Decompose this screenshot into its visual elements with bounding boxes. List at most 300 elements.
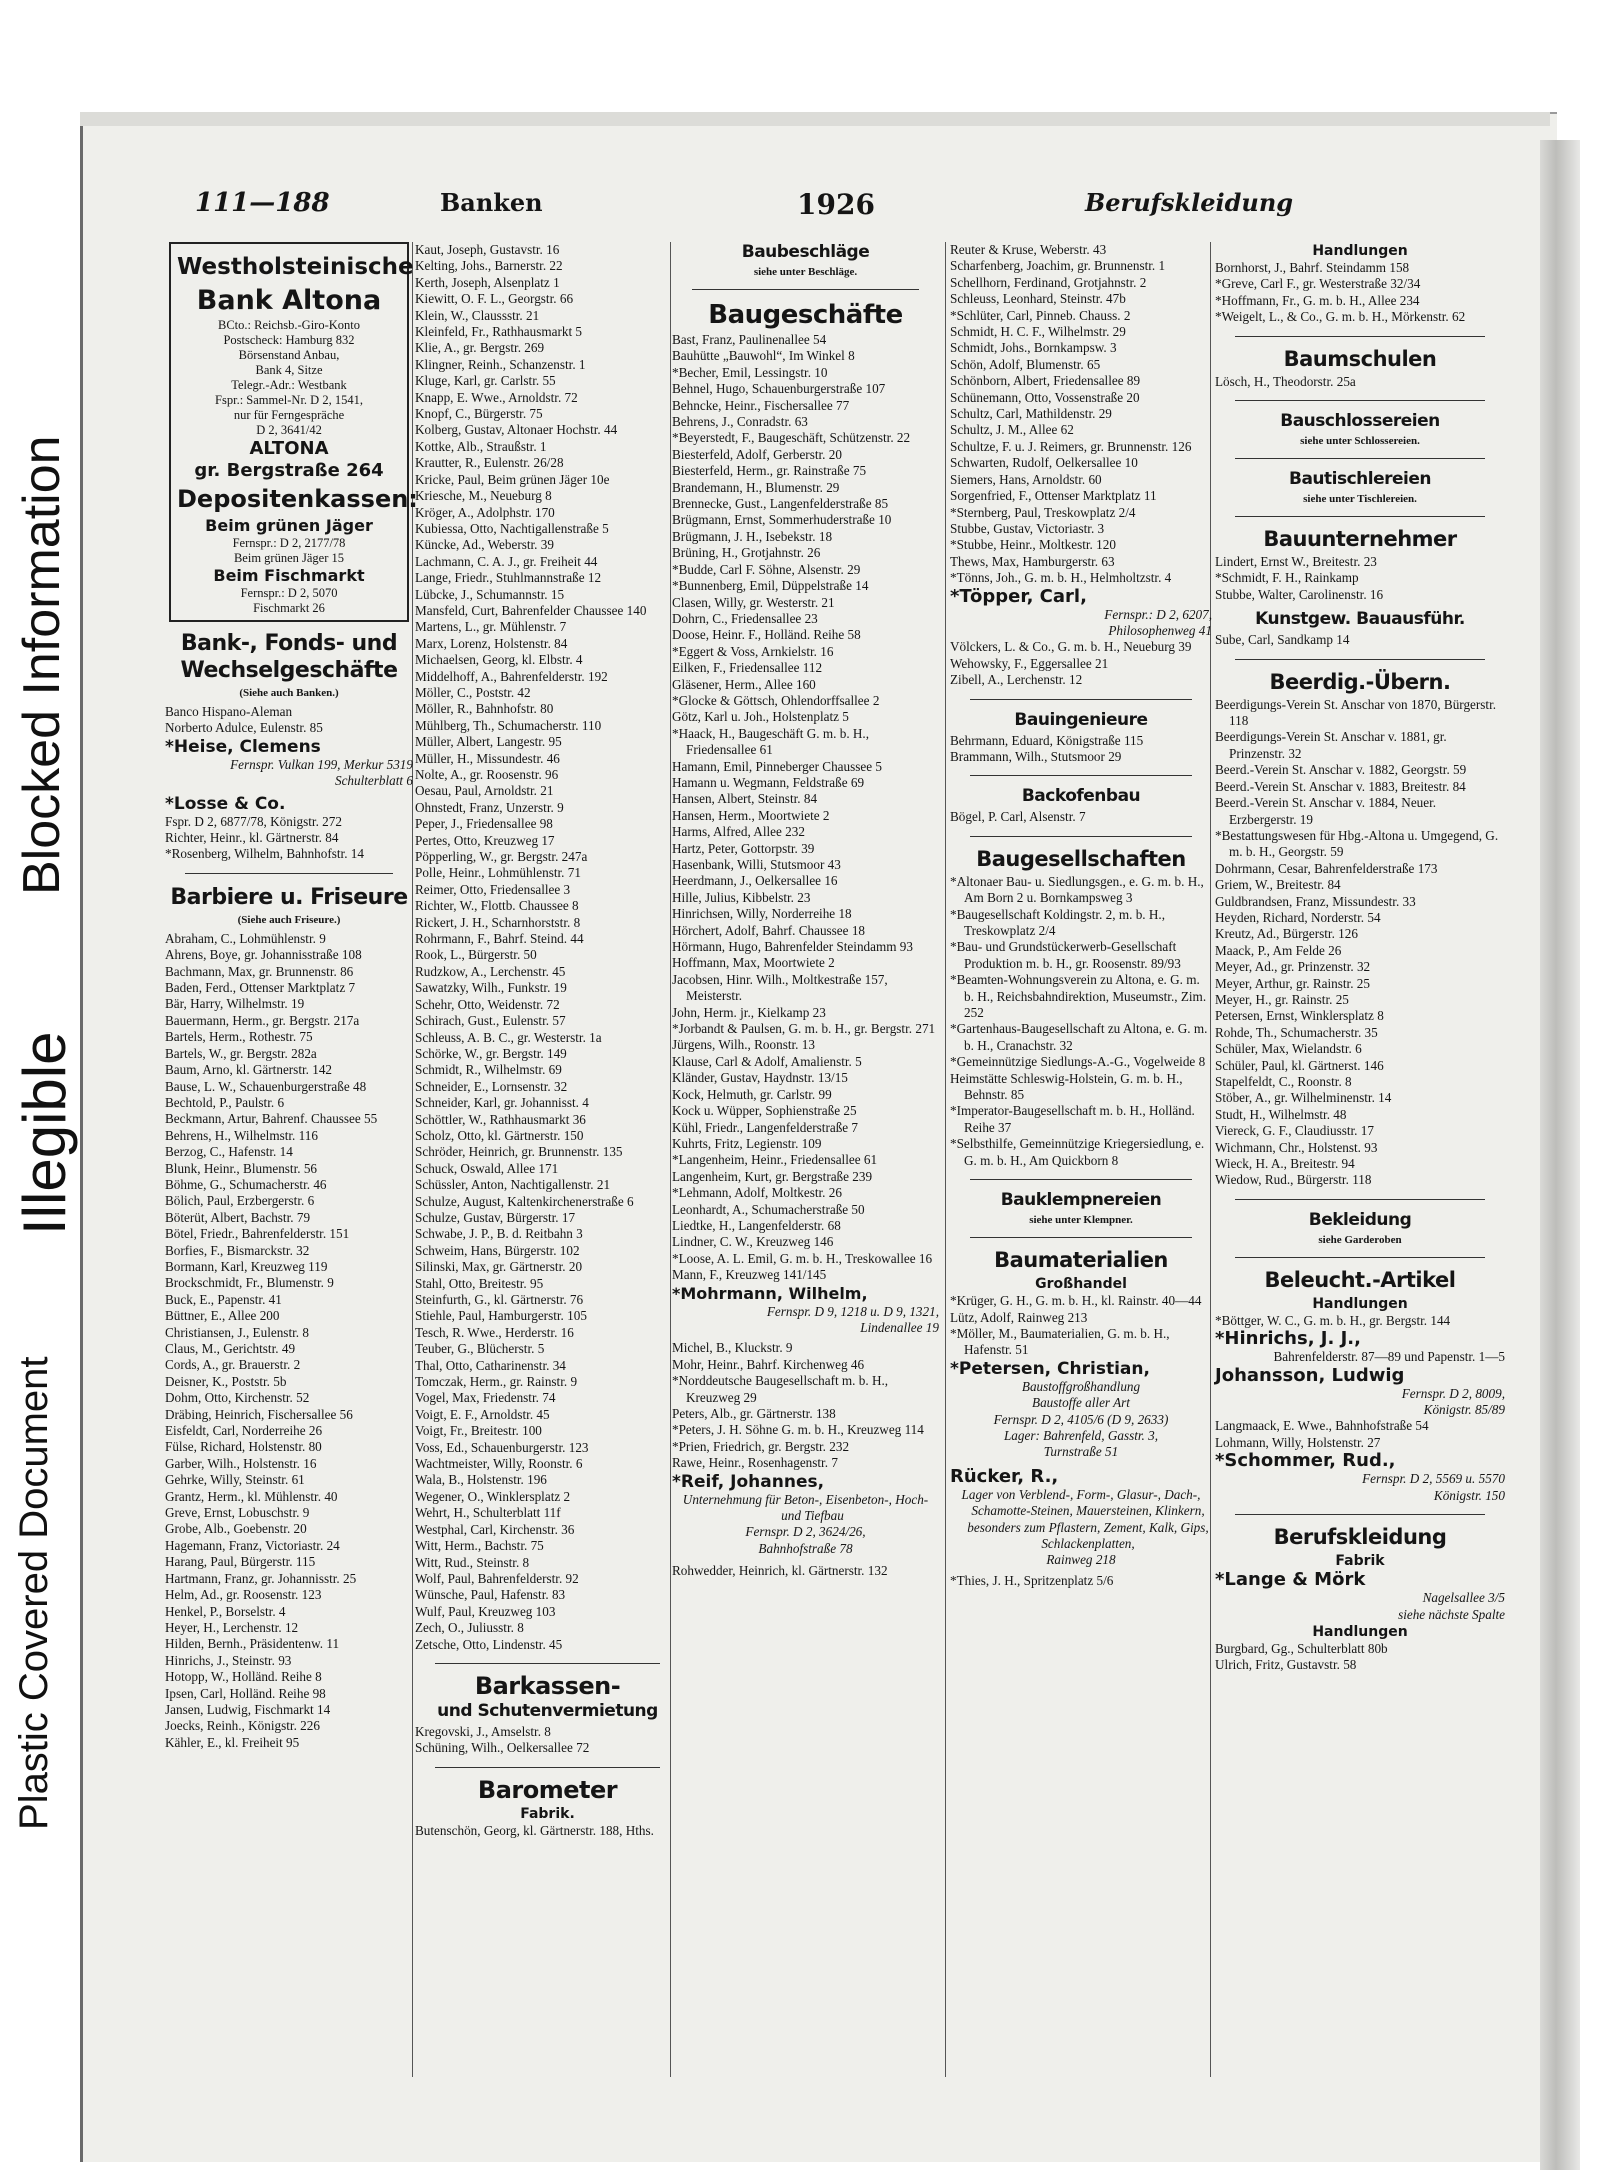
directory-entry: Westphal, Carl, Kirchenstr. 36 xyxy=(415,1521,575,1537)
directory-entry: Pöpperling, W., gr. Bergstr. 247a xyxy=(415,849,588,865)
entry-list-bank xyxy=(165,704,413,737)
section-heading-bank: Bank-, Fonds- und Wechselgeschäfte xyxy=(180,631,398,683)
ad-title-line1: Westholsteinische xyxy=(177,254,414,280)
section-separator xyxy=(1235,659,1485,660)
directory-entry: Dohm, Otto, Kirchenstr. 52 xyxy=(165,1390,310,1406)
toepper-details xyxy=(950,607,1212,640)
running-head xyxy=(195,182,1294,222)
directory-entry: Heyer, H., Lerchenstr. 12 xyxy=(165,1619,299,1635)
directory-entry: Rohde, Th., Schumacherstr. 35 xyxy=(1215,1024,1378,1040)
directory-entry: Reimer, Otto, Friedensallee 3 xyxy=(415,881,571,897)
directory-entry: Bause, L. W., Schauenburgerstraße 48 xyxy=(165,1078,367,1094)
directory-entry: Bauermann, Herm., gr. Bergstr. 217a xyxy=(165,1012,360,1028)
directory-entry: Kländer, Gustav, Haydnstr. 13/15 xyxy=(672,1070,848,1086)
section-heading-backofenbau: Backofenbau xyxy=(1021,786,1141,807)
directory-entry: Rainweg 218 xyxy=(1046,1552,1116,1568)
directory-entry: Müller, Albert, Langestr. 95 xyxy=(415,734,562,750)
directory-entry: Klingner, Reinh., Schanzenstr. 1 xyxy=(415,356,586,372)
directory-entry: Behncke, Heinr., Fischersallee 77 xyxy=(672,397,850,413)
directory-entry: Ohnstedt, Franz, Unzerstr. 9 xyxy=(415,799,564,815)
directory-entry: Abraham, C., Lohmühlenstr. 9 xyxy=(165,930,326,946)
directory-entry: *Bau- und Grundstückerwerb-Gesellschaft Produktion m. b. H., gr. Roosenstr. 89/93 xyxy=(950,939,1181,971)
directory-entry: Clasen, Willy, gr. Westerstr. 21 xyxy=(672,594,835,610)
directory-entry: *Altonaer Bau- u. Siedlungsgen., e. G. m. b. H., Am Born 2 u. Bornkampsweg 3 xyxy=(950,873,1204,906)
directory-entry: Michaelsen, Georg, kl. Elbstr. 4 xyxy=(415,652,583,668)
directory-entry: Schulze, August, Kaltenkirchenerstraße 6 xyxy=(415,1193,634,1209)
directory-entry: Teuber, G., Blücherstr. 5 xyxy=(415,1341,545,1357)
bank-advertisement xyxy=(169,242,418,622)
section-heading-bautischlereien: Bautischlereien xyxy=(1288,469,1431,490)
lange-details xyxy=(1215,1590,1505,1623)
section-separator xyxy=(1235,400,1485,401)
directory-entry: Eilken, F., Friedensallee 112 xyxy=(672,660,823,676)
section-heading-bauschlossereien: Bauschlossereien xyxy=(1280,411,1440,432)
directory-entry: Hinrichsen, Willy, Norderreihe 18 xyxy=(672,906,852,922)
directory-entry: Eisfeldt, Carl, Norderreihe 26 xyxy=(165,1423,323,1439)
ad-city: ALTONA xyxy=(249,438,329,459)
directory-entry: Schehr, Otto, Weidenstr. 72 xyxy=(415,996,560,1012)
section-separator xyxy=(970,836,1192,837)
ad-line: Beim grünen Jäger 15 xyxy=(233,551,345,565)
directory-entry: Kregovski, J., Amselstr. 8 xyxy=(415,1723,551,1739)
directory-entry: Greve, Ernst, Lobuschstr. 9 xyxy=(165,1505,310,1521)
directory-entry: Hartz, Peter, Gottorpstr. 39 xyxy=(672,840,815,856)
directory-entry: Philosophenweg 41 xyxy=(1108,622,1212,638)
section-separator xyxy=(1235,458,1485,459)
directory-entry: Baum, Arno, kl. Gärtnerstr. 142 xyxy=(165,1062,333,1078)
directory-entry: Schmidt, H. C. F., Wilhelmstr. 29 xyxy=(950,324,1126,340)
hinrichs-details xyxy=(1215,1349,1505,1365)
directory-entry: Hoffmann, Max, Moortwiete 2 xyxy=(672,955,835,971)
directory-entry: Mansfeld, Curt, Bahrenfelder Chaussee 140 xyxy=(415,602,647,618)
directory-entry: Brockschmidt, Fr., Blumenstr. 9 xyxy=(165,1275,334,1291)
directory-entry: Schulterblatt 6 xyxy=(334,773,413,789)
directory-entry: Kleinfeld, Fr., Rathhausmarkt 5 xyxy=(415,324,583,340)
directory-entry: Fernspr. Vulkan 199, Merkur 5319 xyxy=(230,756,413,772)
highlighted-entry-toepper: *Töpper, Carl, xyxy=(950,585,1087,607)
directory-entry: siehe nächste Spalte xyxy=(1398,1606,1505,1622)
section-sub-barometer: Fabrik. xyxy=(520,1805,575,1822)
ad-deposit-1-details xyxy=(177,536,401,566)
running-head-right: Berufskleidung xyxy=(1085,188,1294,217)
directory-entry: Wolf, Paul, Bahrenfelderstr. 92 xyxy=(415,1570,579,1586)
directory-entry: Götz, Karl u. Joh., Holstenplatz 5 xyxy=(672,709,849,725)
directory-entry: Michel, B., Kluckstr. 9 xyxy=(672,1340,793,1356)
directory-entry: Schultz, J. M., Allee 62 xyxy=(950,422,1074,438)
directory-entry: Schneider, E., Lornsenstr. 32 xyxy=(415,1078,568,1094)
directory-entry: Beerdigungs-Verein St. Anschar v. 1881, gr. Prinzenstr. 32 xyxy=(1215,729,1447,761)
directory-entry: *Jorbandt & Paulsen, G. m. b. H., gr. Bergstr. 271 xyxy=(672,1021,936,1037)
entry-list-barbiere xyxy=(165,931,413,1751)
entry-list-baugeschaefte-c xyxy=(672,1563,939,1579)
section-separator xyxy=(970,1237,1192,1238)
directory-entry: Bölich, Paul, Erzbergerstr. 6 xyxy=(165,1193,315,1209)
section-heading-bauunternehmer: Bauunternehmer xyxy=(1263,527,1457,552)
directory-entry: Bötel, Friedr., Bahrenfelderstr. 151 xyxy=(165,1226,350,1242)
directory-entry: Schwabe, J. P., B. d. Reitbahn 3 xyxy=(415,1226,583,1242)
directory-entry: Fülse, Richard, Holstenstr. 80 xyxy=(165,1439,322,1455)
section-note-bauschlossereien: siehe unter Schlossereien. xyxy=(1300,435,1420,448)
directory-entry: *Hoffmann, Fr., G. m. b. H., Allee 234 xyxy=(1215,292,1420,308)
section-separator xyxy=(1235,336,1485,337)
directory-entry: Harang, Paul, Bürgerstr. 115 xyxy=(165,1554,316,1570)
directory-entry: John, Herm. jr., Kielkamp 23 xyxy=(672,1004,826,1020)
ruecker-details xyxy=(950,1487,1212,1569)
directory-entry: Schüning, Wilh., Oelkersallee 72 xyxy=(415,1740,590,1756)
directory-entry: Unternehmung für Beton-, Eisenbeton-, Hoch- und Tiefbau xyxy=(682,1491,929,1524)
directory-entry: *Tönns, Joh., G. m. b. H., Helmholtzstr. 4 xyxy=(950,570,1172,586)
entry-list-handlungen xyxy=(1215,260,1505,326)
directory-entry: Meyer, H., gr. Rainstr. 25 xyxy=(1215,991,1349,1007)
section-heading-bauklempnereien: Bauklempnereien xyxy=(1000,1190,1162,1211)
directory-entry: *Eggert & Voss, Arnkielstr. 16 xyxy=(672,643,834,659)
directory-entry: Thal, Otto, Catharinenstr. 34 xyxy=(415,1357,566,1373)
directory-entry: *Böttger, W. C., G. m. b. H., gr. Bergstr. 144 xyxy=(1215,1312,1451,1328)
directory-entry: Rudzkow, A., Lerchenstr. 45 xyxy=(415,963,566,979)
directory-entry: Bögel, P. Carl, Alsenstr. 7 xyxy=(950,809,1086,825)
section-separator xyxy=(970,775,1192,776)
directory-entry: *Krüger, G. H., G. m. b. H., kl. Rainstr. 40—44 xyxy=(950,1293,1202,1309)
directory-entry: Kähler, E., kl. Freiheit 95 xyxy=(165,1734,300,1750)
directory-entry: *Norddeutsche Baugesellschaft m. b. H., Kreuzweg 29 xyxy=(672,1373,889,1405)
directory-entry: *Loose, A. L. Emil, G. m. b. H., Treskowallee 16 xyxy=(672,1250,933,1266)
ad-deposit-1: Beim grünen Jäger xyxy=(205,516,373,535)
directory-entry: Lösch, H., Theodorstr. 25a xyxy=(1215,373,1356,389)
directory-entry: Joecks, Reinh., Königstr. 226 xyxy=(165,1718,320,1734)
directory-entry: Schweim, Hans, Bürgerstr. 102 xyxy=(415,1242,580,1258)
directory-entry: *Sternberg, Paul, Treskowplatz 2/4 xyxy=(950,504,1136,520)
directory-entry: Schwarten, Rudolf, Oelkersallee 10 xyxy=(950,455,1138,471)
directory-entry: Böhme, G., Schumacherstr. 46 xyxy=(165,1176,327,1192)
directory-entry: Fernspr. D 2, 5569 u. 5570 xyxy=(1362,1471,1505,1487)
section-heading-barometer: Barometer xyxy=(477,1775,618,1804)
directory-entry: Lange, Friedr., Stuhlmannstraße 12 xyxy=(415,570,602,586)
directory-entry: Scharfenberg, Joachim, gr. Brunnenstr. 1 xyxy=(950,258,1166,274)
directory-entry: Klein, W., Claussstr. 21 xyxy=(415,307,540,323)
directory-entry: Hamann u. Wegmann, Feldstraße 69 xyxy=(672,774,865,790)
directory-entry: Kubiessa, Otto, Nachtigallenstraße 5 xyxy=(415,520,609,536)
directory-entry: Behrens, H., Wilhelmstr. 116 xyxy=(165,1127,318,1143)
scan-edge-right xyxy=(1540,140,1580,2170)
directory-entry: Knapp, E. Wwe., Arnoldstr. 72 xyxy=(415,389,578,405)
directory-entry: *Langenheim, Heinr., Friedensallee 61 xyxy=(672,1152,878,1168)
directory-entry: Lindner, C. W., Kreuzweg 146 xyxy=(672,1234,834,1250)
directory-entry: Siemers, Hans, Arnoldstr. 60 xyxy=(950,471,1102,487)
directory-entry: Kühl, Friedr., Langenfelderstraße 7 xyxy=(672,1119,859,1135)
directory-entry: *Greve, Carl F., gr. Westerstraße 32/34 xyxy=(1215,276,1421,292)
directory-entry: Schöttler, W., Rathhausmarkt 36 xyxy=(415,1111,586,1127)
directory-entry: *Imperator-Baugesellschaft m. b. H., Holländ. Reihe 37 xyxy=(950,1103,1195,1135)
directory-entry: Meyer, Ad., gr. Prinzenstr. 32 xyxy=(1215,959,1371,975)
directory-entry: Rohwedder, Heinrich, kl. Gärtnerstr. 132 xyxy=(672,1563,888,1579)
section-separator xyxy=(1235,1199,1485,1200)
directory-entry: Hansen, Herm., Moortwiete 2 xyxy=(672,807,830,823)
directory-entry: Möller, C., Poststr. 42 xyxy=(415,684,531,700)
section-heading-baumschulen: Baumschulen xyxy=(1283,346,1437,371)
directory-entry: Oesau, Paul, Arnoldstr. 21 xyxy=(415,783,554,799)
directory-entry: Kock u. Wüpper, Sophienstraße 25 xyxy=(672,1103,857,1119)
section-heading-barkassen-1: Barkassen- xyxy=(474,1671,621,1700)
directory-entry: Richter, Heinr., kl. Gärtnerstr. 84 xyxy=(165,830,339,846)
directory-entry: Schleuss, A. B. C., gr. Westerstr. 1a xyxy=(415,1029,602,1045)
directory-entry: Kolberg, Gustav, Altonaer Hochstr. 44 xyxy=(415,422,618,438)
directory-entry: Kluge, Karl, gr. Carlstr. 55 xyxy=(415,373,556,389)
directory-entry: Lager: Bahrenfeld, Gasstr. 3, xyxy=(1003,1427,1159,1443)
directory-entry: Lohmann, Willy, Holstenstr. 27 xyxy=(1215,1434,1381,1450)
directory-entry: Schirach, Gust., Eulenstr. 57 xyxy=(415,1013,566,1029)
directory-entry: Helm, Ad., gr. Roosenstr. 123 xyxy=(165,1587,322,1603)
directory-entry: Henkel, P., Borselstr. 4 xyxy=(165,1603,286,1619)
directory-entry: Lindenallee 19 xyxy=(860,1319,939,1335)
directory-entry: *Bestattungswesen für Hbg.-Altona u. Umgegend, G. m. b. H., Georgstr. 59 xyxy=(1215,827,1499,860)
highlighted-entry-hinrichs: *Hinrichs, J. J., xyxy=(1215,1328,1361,1350)
johansson-details xyxy=(1215,1386,1505,1419)
directory-entry: Harms, Alfred, Allee 232 xyxy=(672,824,805,840)
directory-entry: Dräbing, Heinrich, Fischersallee 56 xyxy=(165,1406,353,1422)
directory-entry: Mohr, Heinr., Bahrf. Kirchenweg 46 xyxy=(672,1356,865,1372)
directory-entry: Hilden, Bernh., Präsidentenw. 11 xyxy=(165,1636,340,1652)
directory-entry: Hinrichs, J., Steinstr. 93 xyxy=(165,1652,292,1668)
directory-entry: Krautter, R., Eulenstr. 26/28 xyxy=(415,455,564,471)
directory-entry: Zech, O., Juliusstr. 8 xyxy=(415,1620,524,1636)
directory-entry: Schneider, Karl, gr. Johannisst. 4 xyxy=(415,1095,589,1111)
directory-entry: Turnstraße 51 xyxy=(1043,1444,1119,1460)
directory-entry: Stöber, A., gr. Wilhelminenstr. 14 xyxy=(1215,1090,1392,1106)
directory-entry: Kreutz, Ad., Bürgerstr. 126 xyxy=(1215,926,1358,942)
directory-entry: Fernspr. D 2, 8009, xyxy=(1401,1385,1505,1401)
directory-entry: *Lehmann, Adolf, Moltkestr. 26 xyxy=(672,1185,842,1201)
entry-list-baugeschaefte-cont xyxy=(950,242,1212,587)
directory-entry: *Möller, M., Baumaterialien, G. m. b. H., Hafenstr. 51 xyxy=(950,1325,1170,1358)
directory-entry: Nolte, A., gr. Roosenstr. 96 xyxy=(415,767,559,782)
section-heading-bauingenieure: Bauingenieure xyxy=(1014,709,1148,730)
column-3 xyxy=(672,242,939,1580)
highlighted-entry-johansson: Johansson, Ludwig xyxy=(1215,1364,1405,1386)
section-separator xyxy=(692,289,919,290)
entry-list-baugesellschaften xyxy=(950,874,1212,1169)
running-head-year: 1926 xyxy=(797,188,875,221)
section-note-bautischlereien: siehe unter Tischlereien. xyxy=(1303,493,1417,506)
directory-entry: Wünsche, Paul, Hafenstr. 83 xyxy=(415,1587,566,1603)
directory-entry: Kerth, Joseph, Alsenplatz 1 xyxy=(415,274,560,290)
directory-entry: Ipsen, Carl, Holländ. Reihe 98 xyxy=(165,1685,326,1701)
directory-entry: Viereck, G. F., Claudiusstr. 17 xyxy=(1215,1123,1374,1139)
ad-deposit-heading: Depositenkassen: xyxy=(177,485,418,513)
highlighted-entry-schommer: *Schommer, Rud., xyxy=(1215,1450,1396,1472)
directory-entry: Wala, B., Holstenstr. 196 xyxy=(415,1472,547,1488)
directory-entry: Kelting, Johs., Barnerstr. 22 xyxy=(415,258,563,274)
directory-entry: Büttner, E., Allee 200 xyxy=(165,1308,280,1324)
directory-entry: Hörmann, Hugo, Bahrenfelder Steindamm 93 xyxy=(672,939,913,955)
losse-details xyxy=(165,814,413,863)
directory-entry: Blunk, Heinr., Blumenstr. 56 xyxy=(165,1160,318,1176)
entry-list-beleuchtung-b xyxy=(1215,1418,1505,1451)
directory-entry: Langmaack, E. Wwe., Bahnhofstraße 54 xyxy=(1215,1418,1429,1434)
entry-list-bauingenieure xyxy=(950,733,1212,766)
directory-entry: Bornhorst, J., Bahrf. Steindamm 158 xyxy=(1215,260,1410,275)
directory-entry: Pertes, Otto, Kreuzweg 17 xyxy=(415,832,555,848)
illegible-label: Illegible xyxy=(11,1031,78,1235)
directory-entry: Beerd.-Verein St. Anschar v. 1882, Georgstr. 59 xyxy=(1215,762,1467,778)
plastic-covered-label: Plastic Covered Document xyxy=(12,1356,56,1830)
directory-entry: Brügmann, Ernst, Sommerhuderstraße 10 xyxy=(672,512,892,528)
directory-entry: Hansen, Albert, Steinstr. 84 xyxy=(672,791,818,807)
directory-entry: Wulf, Paul, Kreuzweg 103 xyxy=(415,1603,556,1619)
directory-entry: Bartels, W., gr. Bergstr. 282a xyxy=(165,1045,317,1061)
mohrmann-details xyxy=(672,1304,939,1337)
directory-entry: Kricke, Paul, Beim grünen Jäger 10e xyxy=(415,471,610,487)
directory-entry: Brügmann, J. H., Isebekstr. 18 xyxy=(672,528,833,544)
directory-entry: Schmidt, R., Wilhelmstr. 69 xyxy=(415,1062,562,1078)
directory-entry: Hagemann, Franz, Victoriastr. 24 xyxy=(165,1537,340,1553)
directory-entry: Wiedow, Rud., Bürgerstr. 118 xyxy=(1215,1172,1372,1188)
directory-entry: Lütz, Adolf, Rainweg 213 xyxy=(950,1309,1088,1325)
section-note-bank: (Siehe auch Banken.) xyxy=(239,687,339,699)
directory-entry: Schönborn, Albert, Friedensallee 89 xyxy=(950,373,1141,389)
directory-entry: Deisner, K., Poststr. 5b xyxy=(165,1373,287,1389)
directory-entry: Stiehle, Paul, Hamburgerstr. 105 xyxy=(415,1308,587,1324)
directory-entry: Reuter & Kruse, Weberstr. 43 xyxy=(950,242,1107,257)
directory-entry: Kottke, Alb., Straußstr. 1 xyxy=(415,438,547,454)
directory-entry: Rawe, Heinr., Rosenhagenstr. 7 xyxy=(672,1455,838,1471)
directory-entry: *Schmidt, F. H., Rainkamp xyxy=(1215,570,1359,586)
directory-entry: *Selbsthilfe, Gemeinnützige Kriegersiedlung, e. G. m. b. H., Am Quickborn 8 xyxy=(950,1136,1205,1168)
entry-list-bauunternehmer xyxy=(1215,554,1505,603)
directory-entry: *Thies, J. H., Spritzenplatz 5/6 xyxy=(950,1572,1114,1588)
directory-entry: Tomczak, Herm., gr. Rainstr. 9 xyxy=(415,1374,578,1390)
entry-list-baugeschaefte-b xyxy=(672,1340,939,1471)
section-separator xyxy=(185,873,393,874)
ad-title-line2: Bank Altona xyxy=(196,285,382,316)
directory-entry: Böterüt, Albert, Bachstr. 79 xyxy=(165,1209,311,1225)
directory-entry: Mann, F., Kreuzweg 141/145 xyxy=(672,1267,827,1283)
directory-entry: Leonhardt, A., Schumacherstraße 50 xyxy=(672,1201,865,1217)
directory-entry: Brüning, H., Grotjahnstr. 26 xyxy=(672,545,821,561)
directory-entry: Rohrmann, F., Bahrf. Steind. 44 xyxy=(415,931,584,947)
section-note-bekleidung: siehe Garderoben xyxy=(1318,1233,1402,1246)
directory-entry: Wachtmeister, Willy, Roonstr. 6 xyxy=(415,1456,583,1472)
entry-list-baugeschaefte xyxy=(672,332,939,1284)
highlighted-entry-losse: *Losse & Co. xyxy=(165,793,286,814)
directory-entry: Baustoffe aller Art xyxy=(1032,1395,1130,1411)
directory-entry: Schörke, W., gr. Bergstr. 149 xyxy=(415,1045,567,1061)
directory-entry: Voigt, Fr., Breitestr. 100 xyxy=(415,1423,542,1439)
section-separator xyxy=(970,1179,1192,1180)
section-sub-baumaterialien: Großhandel xyxy=(1035,1276,1127,1293)
entry-list-barkassen xyxy=(415,1724,680,1757)
directory-entry: Schüler, Paul, kl. Gärtnerst. 146 xyxy=(1215,1057,1384,1073)
entry-list-berufskleidung xyxy=(1215,1641,1505,1674)
directory-entry: Maack, P., Am Felde 26 xyxy=(1215,942,1342,958)
directory-entry: Grantz, Herm., kl. Mühlenstr. 40 xyxy=(165,1488,338,1504)
directory-entry: Fspr. D 2, 6877/78, Königstr. 272 xyxy=(165,813,342,829)
directory-entry: Nagelsallee 3/5 xyxy=(1422,1590,1505,1606)
heise-details xyxy=(165,757,413,790)
entry-list-barometer xyxy=(415,1823,680,1839)
directory-entry: Meyer, Arthur, gr. Rainstr. 25 xyxy=(1215,975,1370,991)
directory-entry: Kock, Helmuth, gr. Carlstr. 99 xyxy=(672,1086,832,1102)
directory-entry: Buck, E., Papenstr. 41 xyxy=(165,1291,282,1307)
section-separator xyxy=(1235,1257,1485,1258)
directory-entry: Peters, Alb., gr. Gärtnerstr. 138 xyxy=(672,1406,836,1421)
directory-entry: Borfies, F., Bismarckstr. 32 xyxy=(165,1242,310,1258)
directory-entry: Völckers, L. & Co., G. m. b. H., Neueburg 39 xyxy=(950,639,1192,655)
directory-entry: Bast, Franz, Paulinenallee 54 xyxy=(672,332,827,347)
directory-entry: Schultze, F. u. J. Reimers, gr. Brunnenstr. 126 xyxy=(950,438,1192,454)
ad-deposit-2: Beim Fischmarkt xyxy=(213,566,365,585)
section-separator xyxy=(1235,1514,1485,1515)
directory-entry: Stahl, Otto, Breitestr. 95 xyxy=(415,1275,544,1291)
directory-entry: Marx, Lorenz, Holstenstr. 84 xyxy=(415,635,568,651)
directory-entry: Tesch, R. Wwe., Herderstr. 16 xyxy=(415,1324,574,1340)
directory-entry: Vogel, Max, Friedenstr. 74 xyxy=(415,1390,556,1406)
directory-entry: Dohrmann, Cesar, Bahrenfelderstraße 173 xyxy=(1215,860,1438,876)
directory-entry: Ulrich, Fritz, Gustavstr. 58 xyxy=(1215,1657,1357,1673)
ad-line: Fischmarkt 26 xyxy=(253,601,325,615)
directory-entry: Lübcke, J., Schumannstr. 15 xyxy=(415,586,565,602)
highlighted-entry-petersen: *Petersen, Christian, xyxy=(950,1358,1150,1379)
directory-entry: Christiansen, J., Eulenstr. 8 xyxy=(165,1324,309,1340)
directory-entry: Grobe, Alb., Goebenstr. 20 xyxy=(165,1521,307,1537)
directory-entry: Kriesche, M., Neueburg 8 xyxy=(415,488,552,504)
directory-entry: Dohrn, C., Friedensallee 23 xyxy=(672,610,818,626)
ad-line: D 2, 3641/42 xyxy=(256,423,322,437)
directory-entry: Fernspr. D 2, 4105/6 (D 9, 2633) xyxy=(993,1411,1169,1427)
column-2 xyxy=(415,242,680,1839)
entry-list-baumaterialien-c xyxy=(950,1573,1212,1589)
directory-entry: Schröder, Heinrich, gr. Brunnenstr. 135 xyxy=(415,1144,623,1160)
directory-entry: Hartmann, Franz, gr. Johannisstr. 25 xyxy=(165,1570,357,1586)
directory-entry: Witt, Herm., Bachstr. 75 xyxy=(415,1538,544,1554)
section-heading-beleuchtung: Beleucht.-Artikel xyxy=(1264,1267,1456,1292)
highlighted-entry-ruecker: Rücker, R., xyxy=(950,1465,1059,1487)
directory-entry: Lachmann, C. A. J., gr. Freiheit 44 xyxy=(415,553,598,569)
entry-list-beleuchtung xyxy=(1215,1313,1505,1329)
highlighted-entry-mohrmann: *Mohrmann, Wilhelm, xyxy=(672,1283,868,1303)
directory-entry: Biesterfeld, Adolf, Gerberstr. 20 xyxy=(672,446,842,462)
directory-entry: Claus, M., Gerichtstr. 49 xyxy=(165,1341,296,1356)
ad-line: Postscheck: Hamburg 832 xyxy=(223,333,355,347)
directory-entry: Bär, Harry, Wilhelmstr. 19 xyxy=(165,996,305,1012)
directory-entry: Bartels, Herm., Rothestr. 75 xyxy=(165,1029,313,1045)
directory-entry: Wichmann, Chr., Holstenst. 93 xyxy=(1215,1139,1378,1155)
section-heading-kunstgew: Kunstgew. Bauausführ. xyxy=(1255,609,1465,630)
schommer-details xyxy=(1215,1471,1505,1504)
section-heading-berufskleidung: Berufskleidung xyxy=(1273,1525,1447,1550)
directory-entry: Behrmann, Eduard, Königstraße 115 xyxy=(950,732,1144,748)
section-heading-bekleidung: Bekleidung xyxy=(1308,1209,1412,1230)
entry-list-baumschulen xyxy=(1215,374,1505,390)
section-heading-beerdigung: Beerdig.-Übern. xyxy=(1269,669,1451,694)
ad-details xyxy=(177,318,401,438)
directory-entry: Beckmann, Artur, Bahrenf. Chaussee 55 xyxy=(165,1111,378,1127)
directory-entry: Lindert, Ernst W., Breitestr. 23 xyxy=(1215,554,1377,570)
ad-line: Telegr.-Adr.: Westbank xyxy=(231,378,347,392)
directory-entry: Brammann, Wilh., Stutsmoor 29 xyxy=(950,748,1122,764)
ad-line: Fernspr.: D 2, 2177/78 xyxy=(232,536,346,550)
directory-entry: Bahrenfelderstr. 87—89 und Papenstr. 1—5 xyxy=(1273,1349,1505,1365)
directory-entry: Klause, Carl & Adolf, Amalienstr. 5 xyxy=(672,1053,862,1069)
section-sub-beleuchtung: Handlungen xyxy=(1312,1295,1408,1312)
directory-entry: Voss, Ed., Schauenburgerstr. 123 xyxy=(415,1439,589,1455)
directory-entry: Ahrens, Boye, gr. Johannisstraße 108 xyxy=(165,947,362,963)
directory-entry: Garber, Wilh., Holstenstr. 16 xyxy=(165,1455,317,1471)
section-heading-barbiere: Barbiere u. Friseure xyxy=(170,884,408,910)
directory-entry: Fernspr.: D 2, 6207, xyxy=(1104,606,1212,622)
ad-line: Fernspr.: D 2, 5070 xyxy=(240,586,338,600)
directory-entry: Beerdigungs-Verein St. Anschar von 1870, Bürgerstr. 118 xyxy=(1215,696,1497,729)
directory-entry: Brennecke, Gust., Langenfelderstraße 85 xyxy=(672,496,889,512)
